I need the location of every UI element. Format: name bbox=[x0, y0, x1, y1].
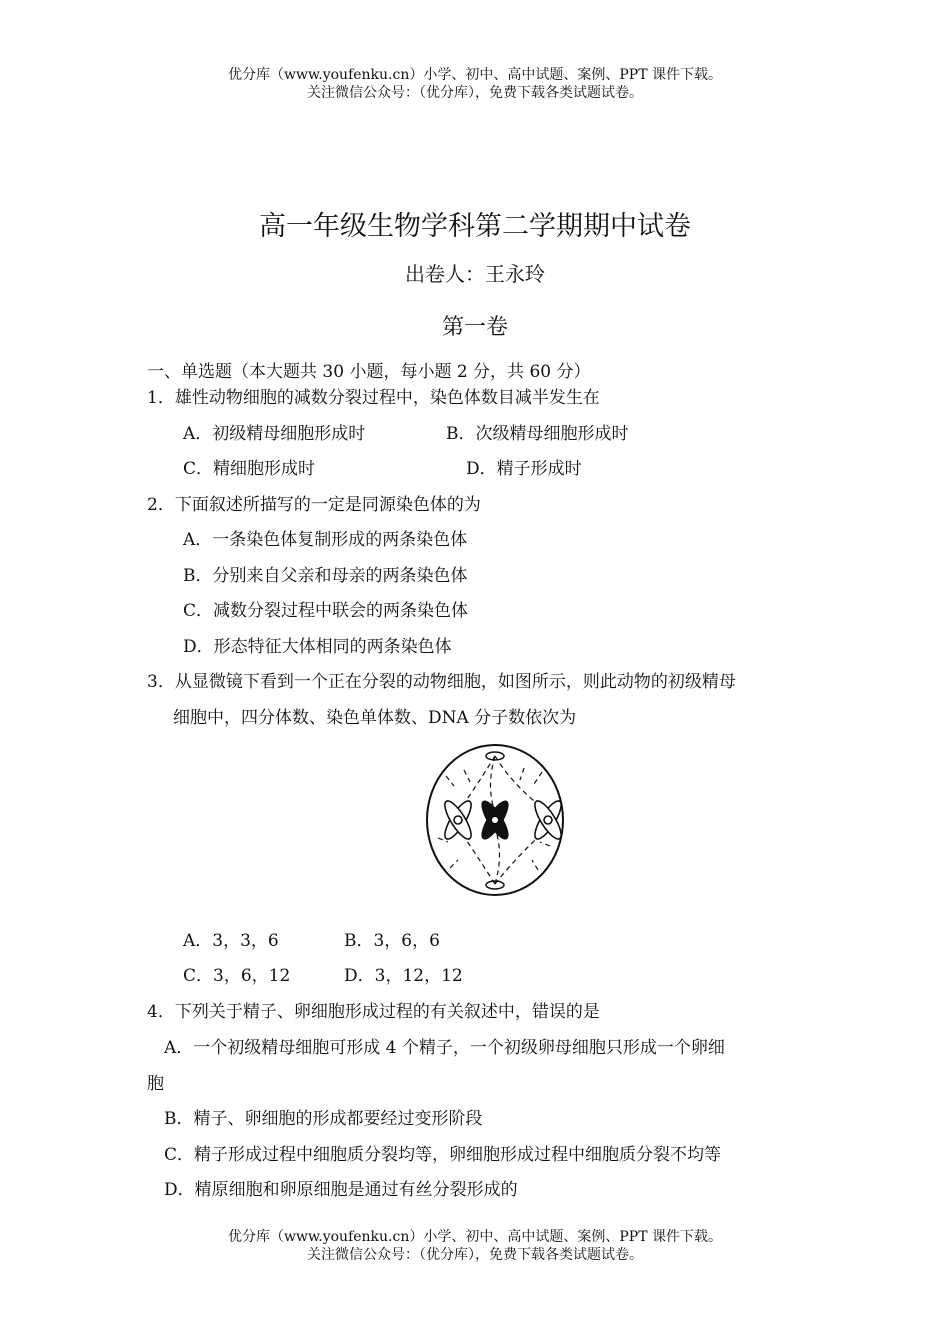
volume-heading: 第一卷 bbox=[441, 315, 508, 340]
question-2-option-b: B．分别来自父亲和母亲的两条染色体 bbox=[183, 566, 468, 586]
question-3-option-d: D．3，12，12 bbox=[344, 966, 463, 986]
page-footer bbox=[0, 1228, 950, 1264]
question-4-option-d: D．精原细胞和卵原细胞是通过有丝分裂形成的 bbox=[164, 1180, 518, 1200]
question-4-option-b: B．精子、卵细胞的形成都要经过变形阶段 bbox=[164, 1109, 483, 1129]
exam-author: 出卷人：王永玲 bbox=[405, 262, 545, 286]
footer-line-1: 优分库（www.youfenku.cn）小学、初中、高中试题、案例、PPT 课件下载。 bbox=[227, 1229, 722, 1245]
exam-title: 高一年级生物学科第二学期期中试卷 bbox=[259, 211, 691, 242]
footer-line-2: 关注微信公众号：（优分库），免费下载各类试题试卷。 bbox=[307, 1247, 643, 1263]
question-3-option-a: A．3，3，6 bbox=[183, 931, 279, 951]
question-1-option-b: B．次级精母细胞形成时 bbox=[446, 424, 629, 444]
question-1-option-a: A．初级精母细胞形成时 bbox=[183, 424, 366, 444]
question-3-option-c: C．3，6，12 bbox=[183, 966, 291, 986]
question-4-option-c: C．精子形成过程中细胞质分裂均等，卵细胞形成过程中细胞质分裂不均等 bbox=[164, 1145, 722, 1165]
question-1-stem: 1．雄性动物细胞的减数分裂过程中，染色体数目减半发生在 bbox=[147, 388, 600, 408]
question-2-stem: 2．下面叙述所描写的一定是同源染色体的为 bbox=[147, 495, 481, 515]
question-2-option-a: A．一条染色体复制形成的两条染色体 bbox=[183, 530, 468, 550]
question-1-option-d: D．精子形成时 bbox=[466, 459, 582, 479]
question-2-option-c: C．减数分裂过程中联会的两条染色体 bbox=[183, 601, 469, 621]
question-2-option-d: D．形态特征大体相同的两条染色体 bbox=[183, 637, 452, 657]
dividing-cell-diagram bbox=[424, 742, 566, 899]
question-3-option-b: B．3，6，6 bbox=[344, 931, 440, 951]
question-1-option-c: C．精细胞形成时 bbox=[183, 459, 316, 479]
question-3-stem-line-1: 3．从显微镜下看到一个正在分裂的动物细胞，如图所示，则此动物的初级精母 bbox=[147, 672, 736, 692]
page-header bbox=[0, 66, 950, 102]
cell-division-figure bbox=[424, 742, 566, 899]
header-line-2: 关注微信公众号：（优分库），免费下载各类试题试卷。 bbox=[307, 85, 643, 101]
question-4-stem: 4．下列关于精子、卵细胞形成过程的有关叙述中，错误的是 bbox=[147, 1002, 600, 1022]
question-4-option-a-line-2: 胞 bbox=[147, 1074, 164, 1094]
question-4-option-a-line-1: A．一个初级精母细胞可形成 4 个精子，一个初级卵母细胞只形成一个卵细 bbox=[164, 1038, 725, 1058]
header-line-1: 优分库（www.youfenku.cn）小学、初中、高中试题、案例、PPT 课件下载。 bbox=[227, 67, 722, 83]
question-3-stem-line-2: 细胞中，四分体数、染色单体数、DNA 分子数依次为 bbox=[173, 708, 577, 728]
section-heading: 一、单选题（本大题共 30 小题，每小题 2 分，共 60 分） bbox=[147, 362, 591, 382]
